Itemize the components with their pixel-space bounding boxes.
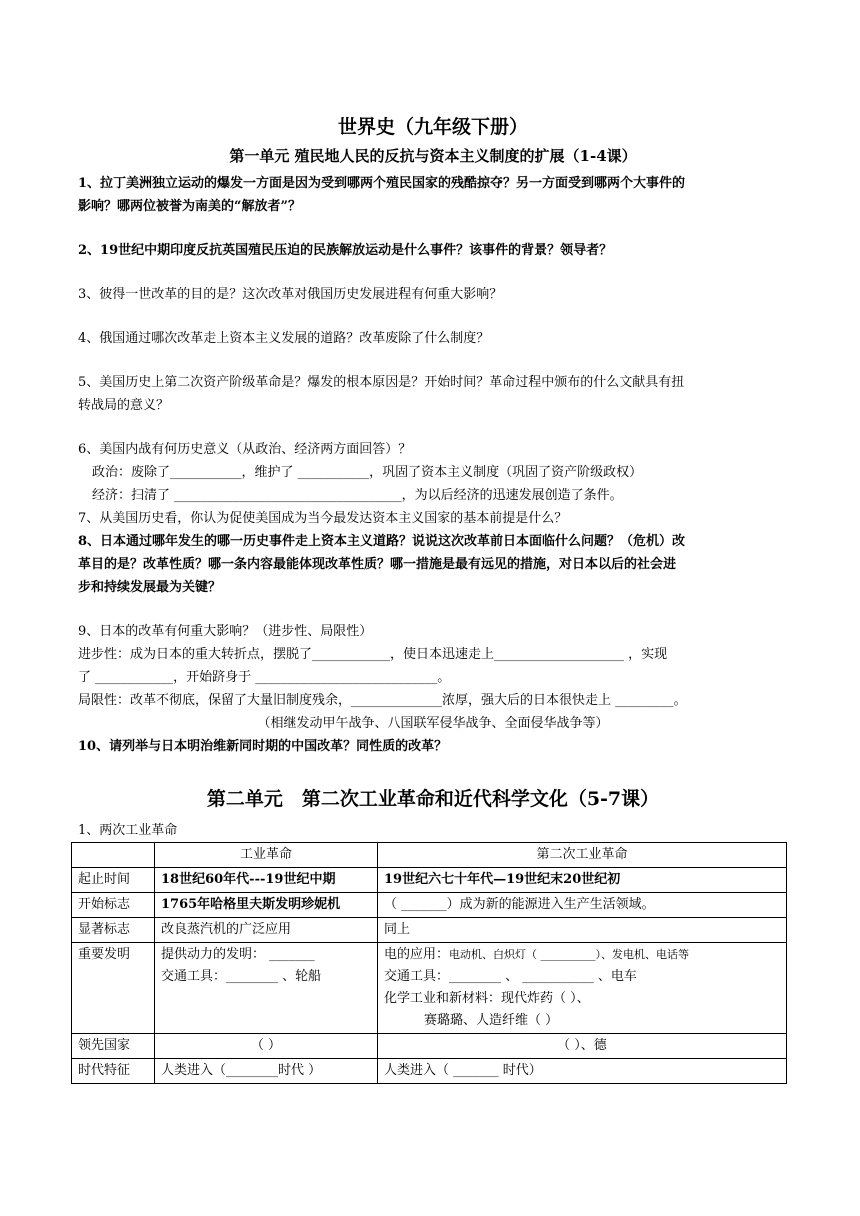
table-row [72, 918, 787, 943]
table-cell: 同上 [378, 918, 787, 943]
question-8-cont: 革目的是？改革性质？哪一条内容最能体现改革性质？哪一措施是最有远见的措施，对日本以后的社会进 [78, 557, 677, 572]
row-label: 开始标志 [72, 893, 155, 918]
table-cell: （ _______）成为新的能源进入生产生活领域。 [378, 893, 787, 918]
table-cell: 19世纪六七十年代—19世纪末20世纪初 [378, 868, 787, 893]
question-5: 5、美国历史上第二次资产阶级革命是？爆发的根本原因是？开始时间？革命过程中颁布的什么文献具有扭 [78, 375, 685, 390]
table-cell [378, 943, 787, 1034]
electric-items-more: 、发电机、电话等 [601, 948, 690, 961]
question-10: 10、请列举与日本明治维新同时期的中国改革？同性质的改革？ [78, 739, 448, 754]
table-row [72, 1034, 787, 1059]
question-3: 3、彼得一世改革的目的是？这次改革对俄国历史发展进程有何重大影响？ [78, 287, 503, 302]
table-header-cell: 第二次工业革命 [378, 843, 787, 868]
page-title: 世界史（九年级下册） [337, 116, 528, 138]
cell-line: 赛璐璐、人造纤维（ ） [424, 1013, 559, 1028]
question-8-cont2: 步和持续发展最为关键？ [78, 580, 222, 595]
question-9-note: （相继发动甲午战争、八国联军侵华战争、全面侵华战争等） [257, 716, 609, 731]
question-9-limit: 局限性：改革不彻底，保留了大量旧制度残余，______________浓厚，强大后的日本很快走上 _________。 [78, 693, 687, 708]
table-cell: 人类进入（ _______ 时代） [378, 1059, 787, 1084]
document-page [78, 112, 788, 1084]
industrial-revolution-table [71, 842, 787, 1084]
table-header-row [72, 843, 787, 868]
table-row [72, 1059, 787, 1084]
cell-line: 交通工具：________ 、 ___________ 、电车 [384, 969, 637, 984]
table-header-cell: 工业革命 [155, 843, 378, 868]
question-6: 6、美国内战有何历史意义（从政治、经济两方面回答）？ [78, 442, 412, 457]
question-1-cont: 影响？哪两位被誉为南美的“解放者”？ [78, 199, 301, 214]
table-cell: 改良蒸汽机的广泛应用 [155, 918, 378, 943]
table-cell: （ ）、德 [378, 1034, 787, 1059]
table-row [72, 943, 787, 1034]
table-cell [155, 943, 378, 1034]
cell-line [384, 944, 780, 966]
question-7: 7、从美国历史看，你认为促使美国成为当今最发达资本主义国家的基本前提是什么？ [78, 511, 568, 526]
question-1: 1、拉丁美洲独立运动的爆发一方面是因为受到哪两个殖民国家的残酷掠夺？另一方面受到哪两个大事件的 [78, 176, 686, 191]
table-cell: 人类进入（________时代 ） [155, 1059, 378, 1084]
table-header-cell [72, 843, 155, 868]
table-cell: 1765年哈格里夫斯发明珍妮机 [155, 893, 378, 918]
row-label: 时代特征 [72, 1059, 155, 1084]
question-6-economy: 经济：扫清了 ___________________________________，为以后经济的迅速发展创造了条件。 [92, 488, 623, 503]
unit2-title: 第二单元 第二次工业革命和近代科学文化（5-7课） [206, 788, 660, 810]
question-5-cont: 转战局的意义？ [78, 398, 170, 413]
unit1-title: 第一单元 殖民地人民的反抗与资本主义制度的扩展（1-4课） [229, 147, 637, 165]
cell-line: 交通工具：________ 、轮船 [161, 969, 322, 984]
row-label: 重要发明 [72, 943, 155, 1034]
row-label: 领先国家 [72, 1034, 155, 1059]
row-label: 显著标志 [72, 918, 155, 943]
cell-line: 化学工业和新材料：现代炸药（ ）、 [384, 991, 590, 1006]
table-cell: （ ） [155, 1034, 378, 1059]
cell-line: 提供动力的发明： _______ [161, 947, 315, 962]
table-cell: 18世纪60年代---19世纪中期 [155, 868, 378, 893]
question-9: 9、日本的改革有何重大影响？（进步性、局限性） [78, 624, 373, 639]
table-row [72, 868, 787, 893]
question-8: 8、日本通过哪年发生的哪一历史事件走上资本主义道路？说说这次改革前日本面临什么问题？（危机）改 [78, 534, 686, 549]
electric-label: 电的应用： [384, 947, 450, 962]
unit2-question-1: 1、两次工业革命 [78, 823, 178, 838]
question-6-politics: 政治：废除了___________，维护了 ___________，巩固了资本主义制度（巩固了资产阶级政权） [92, 465, 643, 480]
table-row [72, 893, 787, 918]
question-2: 2、19世纪中期印度反抗英国殖民压迫的民族解放运动是什么事件？该事件的背景？领导者？ [78, 243, 613, 258]
row-label: 起止时间 [72, 868, 155, 893]
electric-items: 电动机、白炽灯（ __________） [449, 948, 602, 961]
question-4: 4、俄国通过哪次改革走上资本主义发展的道路？改革废除了什么制度？ [78, 331, 490, 346]
question-9-progress: 进步性：成为日本的重大转折点，摆脱了____________，使日本迅速走上____________________ ，实现 [78, 647, 668, 662]
question-9-progress-cont: 了 ____________，开始跻身于 ____________________________。 [78, 670, 451, 685]
